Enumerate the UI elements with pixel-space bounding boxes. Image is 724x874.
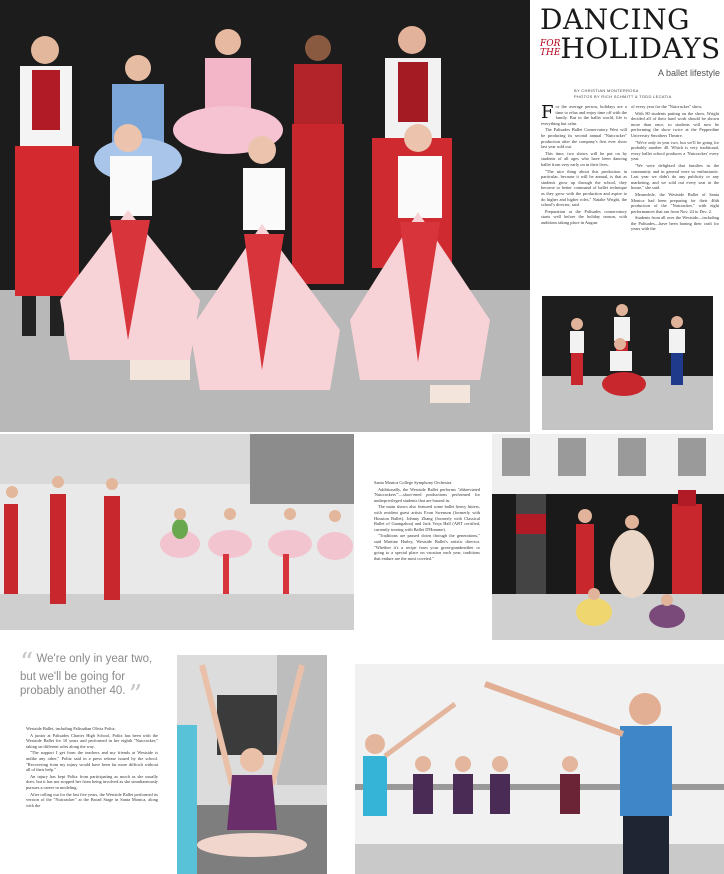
paragraph: An injury has kept Politz from participating as much as she usually does, but it has not stopped her from being involved as she simultaneously pursues a career in modeling. — [26, 773, 158, 790]
article-column-2 — [631, 104, 719, 290]
photo-dancer-stretching — [177, 655, 327, 874]
paragraph: The Palisades Ballet Conservatory West will be producing its second annual "Nutcracker" production after the company's first ever show last year sold out. — [541, 127, 627, 150]
photo-boys-dancers — [542, 296, 713, 430]
paragraph: "The nice thing about this production in particular, because it will be annual, is that as students grow up through the school, they become to better command of ballet technique as they grow with the production and aspire to do higher and higher roles," Natalie Wright, the school's director, said. — [541, 168, 627, 208]
paragraph: "Traditions are passed down through the generations," said Martine Harley, Westside Ballet's artistic director. "Whether it's a recipe from your great-grandmother or going to a special place on vacation each year, traditions that endure are the most coveted." — [374, 533, 480, 561]
article-subtitle: A ballet lifestyle — [657, 68, 720, 78]
paragraph: Preparation at the Palisades conservatory starts well before the holiday season, with auditions taking place in August — [541, 208, 627, 225]
article-column-1 — [541, 104, 627, 290]
paragraph: The main shows also featured some ballet heavy hitters, with resident guest artists Evan Swenson (formerly with Houston Ballet), Johnny Zhang (formerly with Classical Ballet of Guangzhou) and Jack Verja Hall (ABT certified, currently touring with Ballet D'Homme). — [374, 504, 480, 532]
paragraph: "We were delighted that families in the community and in general were so enthusiastic. Last year we didn't do any publicity or any marketing, and we sold out every seat in the house," she said. — [631, 162, 719, 191]
pull-quote — [20, 648, 170, 710]
paragraph: "We're only in year two, but we'll be going for probably another 40. Which is very traditional, every ballet school produces a 'Nutcracker' every year. — [631, 139, 719, 162]
paragraph: or the average person, holidays are a time to relax and enjoy time off with the family. But in the ballet world, life is everything but calm. — [541, 104, 627, 126]
pull-quote-text: We're only in year two, but we'll be going for probably another 40. — [20, 653, 153, 697]
open-quote-icon: “ — [20, 648, 34, 678]
headline-line1: DANCING — [540, 3, 691, 36]
paragraph: Westside Ballet, including Palisadian Olivia Politz. — [26, 726, 116, 731]
paragraph: A junior at Palisades Charter High School, Politz has been with the Westside Ballet for 10 years and performed in her eighth "Nutcracker," taking on different roles along the way. — [26, 732, 158, 749]
paragraph: "The support I get from the teachers and my friends at Westside is unlike any other," Politz said in a press release issued by the school. "Recovering from my injury would have been far more difficult without all of their help." — [26, 750, 158, 773]
hero-photo-dancers-group — [0, 0, 530, 432]
paragraph: Meanwhile, the Westside Ballet of Santa Monica had been preparing for their 46th production of the "Nutcracker," with eight performances that ran from Nov. 24 to Dec. 2. — [631, 191, 719, 214]
byline-photos: PHOTOS BY RICH SCHMITT & TODD LECATIA — [574, 94, 672, 99]
byline-author: BY CHRISTIAN MONTERROSA — [574, 88, 639, 93]
article-column-3 — [374, 480, 480, 630]
paragraph: Santa Monica College Symphony Orchestra. — [374, 480, 453, 485]
article-column-4 — [26, 726, 158, 866]
drop-cap: F — [541, 102, 554, 123]
article-headline — [540, 3, 721, 65]
close-quote-icon: ” — [128, 680, 142, 710]
paragraph: After rolling out for the last five years, the Westside Ballet performed its version of the "Nutcracker" at the Broad Stage in Santa Monica, along with the — [26, 791, 158, 808]
paragraph: This time, two shows will be put on by students of all ages who have been dancing ballet from very early on in their lives. — [541, 150, 627, 167]
headline-for-the: FOR THE — [540, 39, 561, 58]
paragraph: With 80 students putting on the show, Wright decided all of their hard work should be shown more than once, so students will now be performing the show twice at the Pepperdine University Smothers Theatre. — [631, 110, 719, 138]
byline — [574, 88, 720, 100]
photo-teacher-at-barre — [355, 664, 724, 874]
paragraph: of every year for the "Nutcracker" show. — [631, 104, 703, 109]
photo-rehearsal-studio — [0, 434, 354, 630]
photo-nutcracker-cast — [492, 434, 724, 640]
paragraph: Students from all over the Westside—including the Palisades—have been honing their craft for years with the — [631, 215, 719, 232]
headline-line2: HOLIDAYS — [560, 32, 721, 65]
paragraph: Additionally, the Westside Ballet performs "abbreviated 'Nutcrackers'"—short-ened productions performed for underprivileged students that are bussed in. — [374, 486, 480, 503]
